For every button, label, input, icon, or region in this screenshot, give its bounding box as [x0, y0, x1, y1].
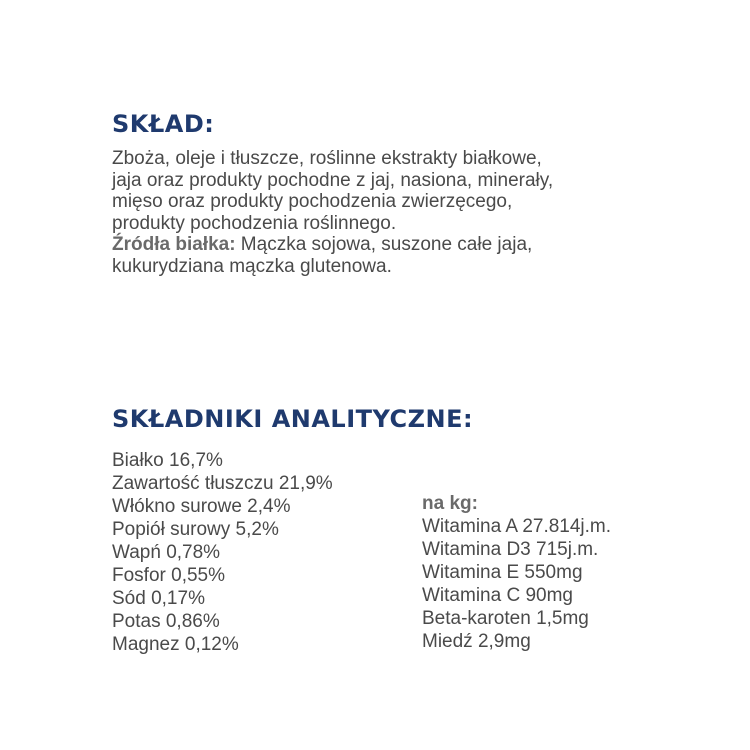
protein-sources-line-2: kukurydziana mączka glutenowa.: [112, 255, 392, 277]
protein-sources-text: Mączka sojowa, suszone całe jaja,: [235, 234, 533, 255]
protein-sources-label: Źródła białka:: [112, 234, 236, 255]
analytical-item: Magnez 0,12%: [112, 634, 239, 655]
vitamin-item: Miedź 2,9mg: [422, 631, 531, 652]
vitamin-item: Witamina A 27.814j.m.: [422, 516, 612, 537]
analytical-item: Zawartość tłuszczu 21,9%: [112, 473, 333, 494]
composition-line: jaja oraz produkty pochodne z jaj, nasiona, minerały,: [112, 169, 554, 191]
analytical-item: Włókno surowe 2,4%: [112, 496, 291, 517]
composition-paragraph: [112, 148, 672, 277]
vitamin-item: Witamina D3 715j.m.: [422, 539, 599, 560]
analytical-item: Potas 0,86%: [112, 611, 220, 632]
analytical-left-list: [112, 449, 333, 656]
analytical-item: Sód 0,17%: [112, 588, 205, 609]
analytical-item: Białko 16,7%: [112, 450, 223, 471]
analytical-item: Fosfor 0,55%: [112, 565, 225, 586]
analytical-heading: SKŁADNIKI ANALITYCZNE:: [112, 405, 474, 433]
vitamin-item: Witamina E 550mg: [422, 562, 583, 583]
vitamin-item: Witamina C 90mg: [422, 585, 573, 606]
composition-line: produkty pochodzenia roślinnego.: [112, 212, 397, 234]
composition-line: mięso oraz produkty pochodzenia zwierzęcego,: [112, 191, 513, 212]
protein-sources-line: [112, 234, 672, 256]
per-kg-label: na kg:: [422, 493, 478, 514]
composition-heading: SKŁAD:: [112, 110, 215, 138]
analytical-right-list: [422, 492, 611, 653]
vitamin-item: Beta-karoten 1,5mg: [422, 608, 589, 629]
analytical-item: Popiół surowy 5,2%: [112, 519, 279, 540]
analytical-item: Wapń 0,78%: [112, 542, 221, 563]
composition-line: Zboża, oleje i tłuszcze, roślinne ekstrakty białkowe,: [112, 148, 542, 169]
